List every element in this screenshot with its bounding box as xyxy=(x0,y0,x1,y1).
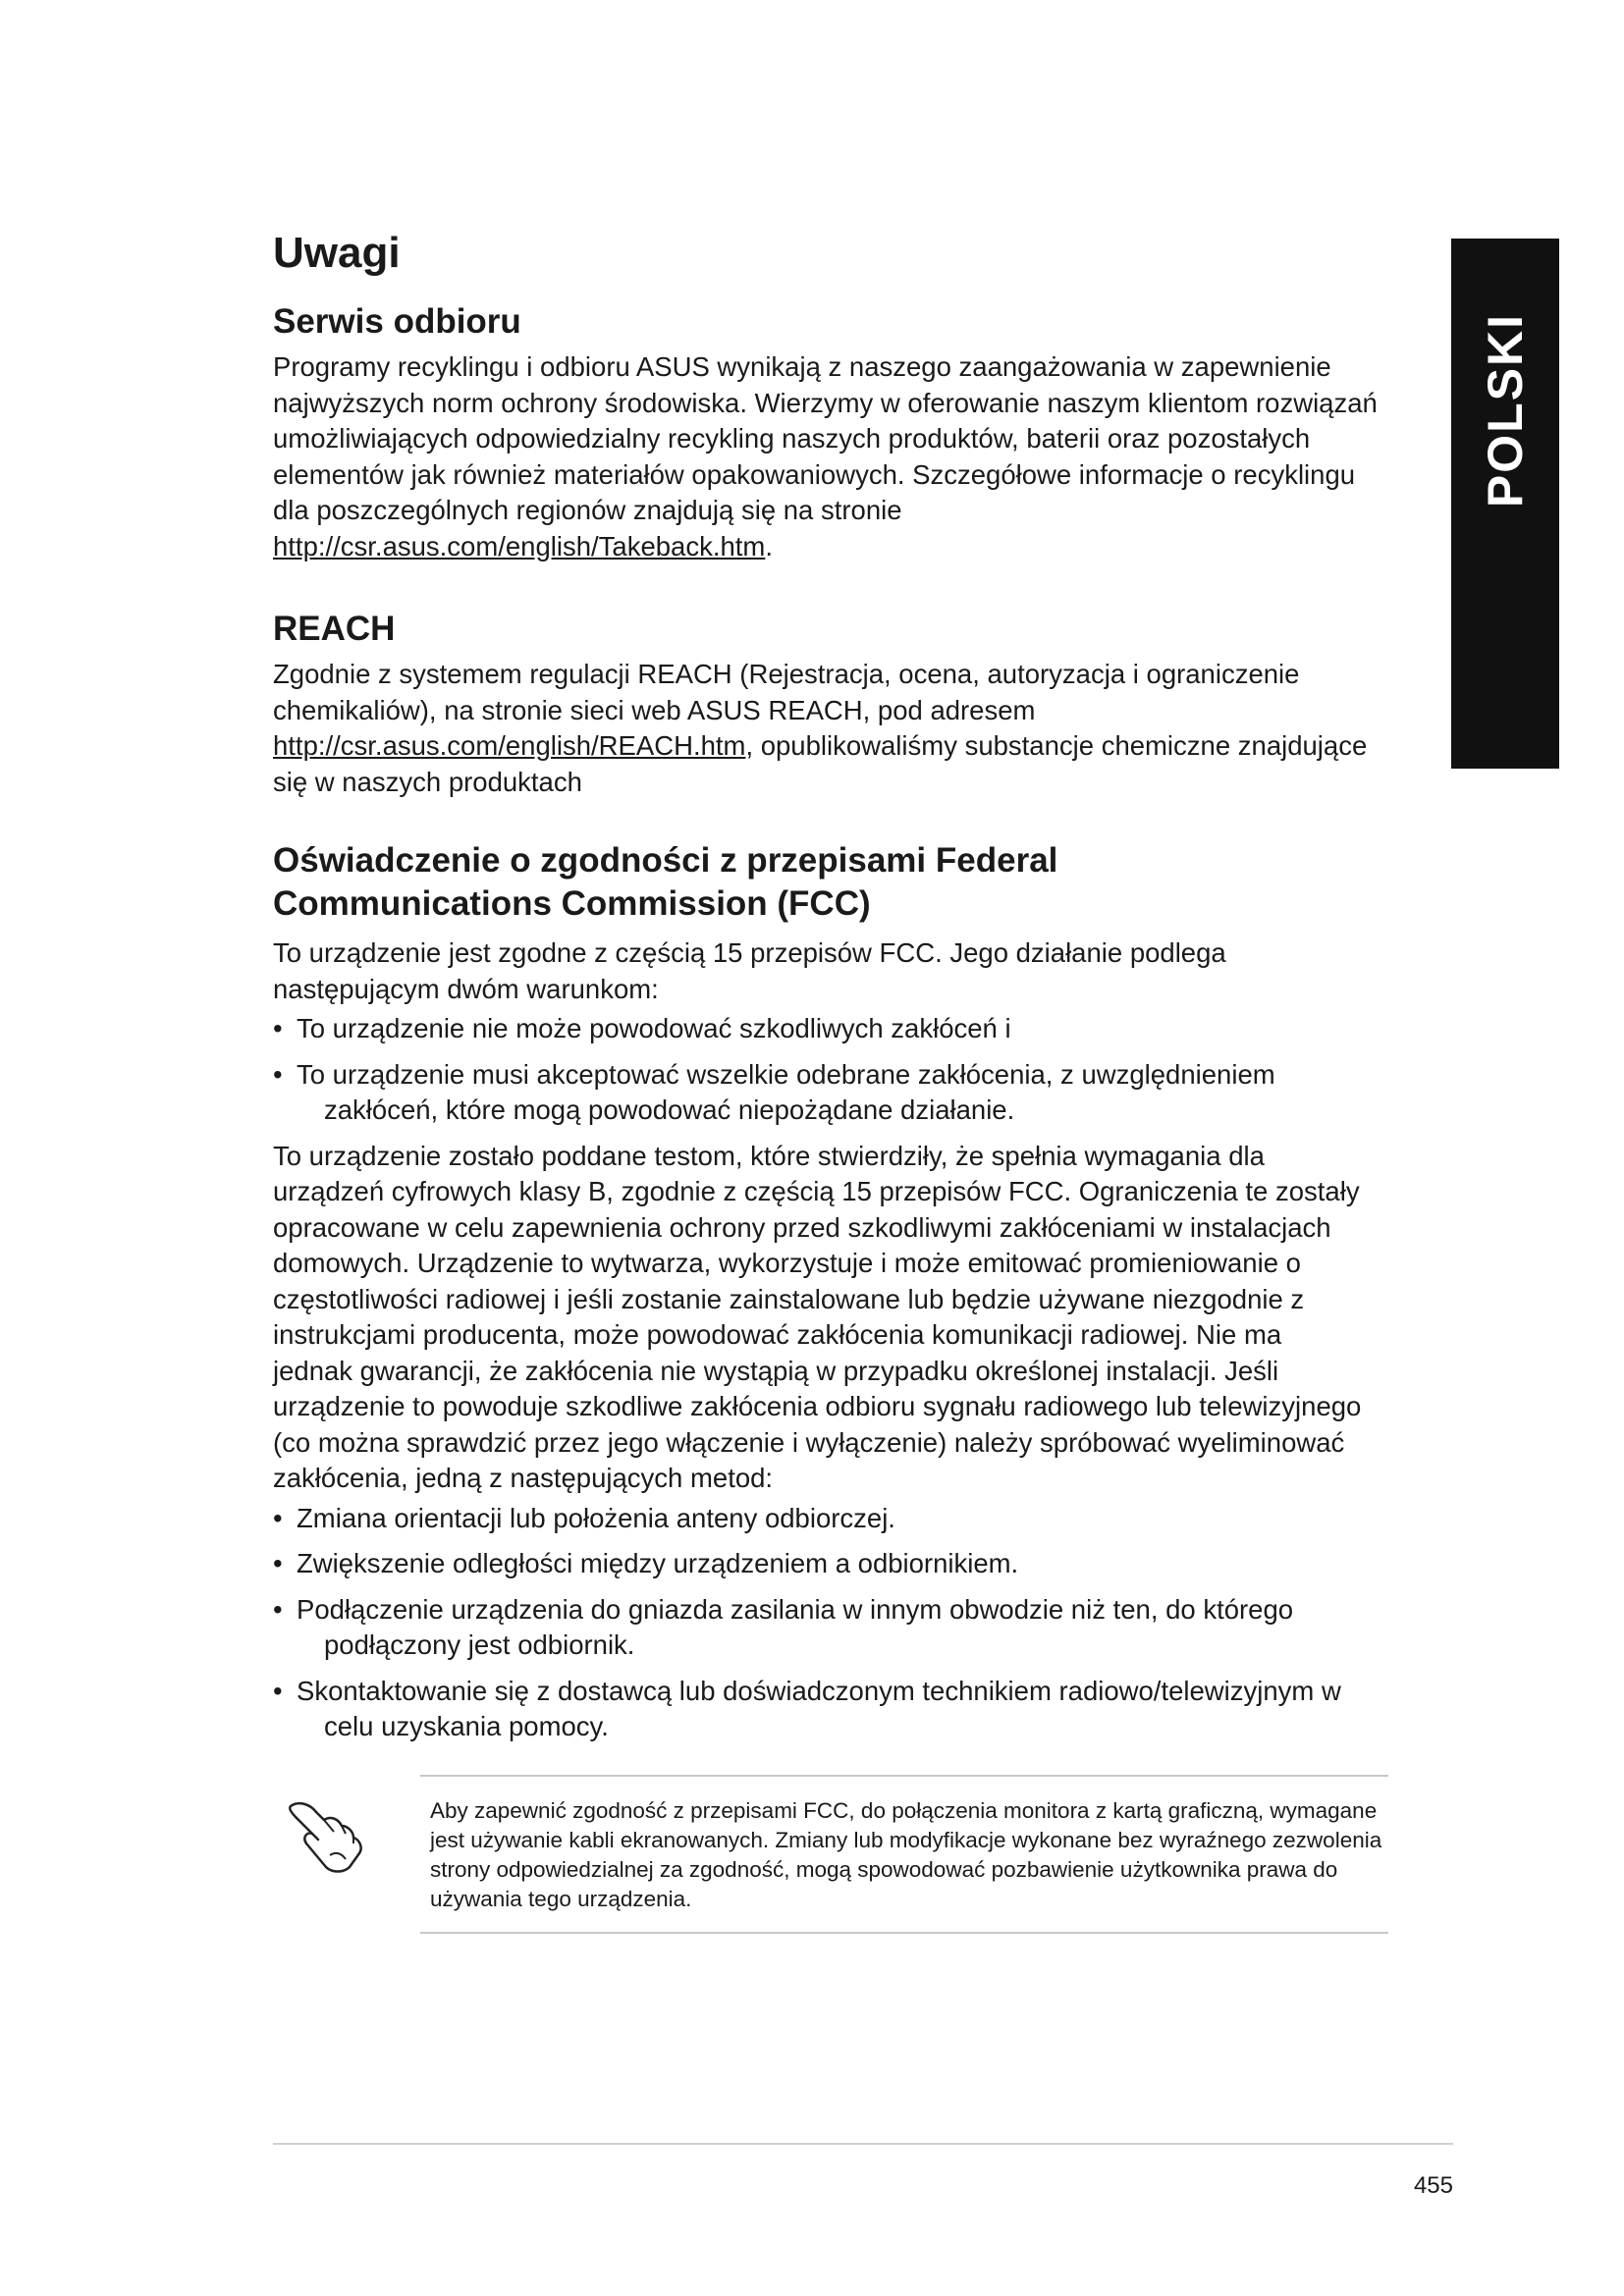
reach-link[interactable]: http://csr.asus.com/english/REACH.htm xyxy=(273,730,746,761)
reach-text-end: , opublikowaliśmy substancje chemiczne znajdujące się w naszych produktach xyxy=(273,730,1368,797)
bullet-icon: • xyxy=(273,1058,283,1090)
reach-paragraph xyxy=(273,657,1382,800)
list-item xyxy=(273,1592,1382,1664)
section-reach xyxy=(273,608,1382,800)
fcc-methods-list xyxy=(273,1501,1382,1745)
list-item-text-continued: celu uzyskania pomocy. xyxy=(324,1711,609,1741)
list-item-text: To urządzenie nie może powodować szkodliwych zakłóceń i xyxy=(297,1013,1011,1043)
takeback-text: Programy recyklingu i odbioru ASUS wynikają z naszego zaangażowania w zapewnienie najwyższych norm ochrony środowiska. Wierzymy w oferowanie naszym klientom rozwiązań umożliwiających odpowiedzialny recykling naszych produktów, baterii oraz pozostałych elementów jak również materiałów opakowaniowych. Szczegółowe informacje o recyklingu dla poszczególnych regionów znajdują się na stronie xyxy=(273,351,1378,525)
bullet-icon: • xyxy=(273,1675,283,1706)
list-item-text: Podłączenie urządzenia do gniazda zasilania w innym obwodzie niż ten, do którego xyxy=(297,1593,1294,1625)
list-item xyxy=(273,1011,1382,1047)
hand-pointer-icon xyxy=(285,1796,373,1875)
fcc-body: To urządzenie zostało poddane testom, które stwierdziły, że spełnia wymagania dla urządzeń cyfrowych klasy B, zgodnie z częścią 15 przepisów FCC. Ograniczenia te zostały opracowane w celu zapewnienia ochrony przed szkodliwymi zakłóceniami w instalacjach domowych. Urządzenie to wytwarza, wykorzystuje i może emitować promieniowanie o częstotliwości radiowej i jeśli zostanie zainstalowane lub będzie używane niezgodnie z instrukcjami producenta, może powodować zakłócenia komunikacji radiowej. Nie ma jednak gwarancji, że zakłócenia nie wystąpią w przypadku określonej instalacji. Jeśli urządzenie to powoduje szkodliwe zakłócenia odbioru sygnału radiowego lub telewizyjnego (co można sprawdzić przez jego włączenie i wyłączenie) należy spróbować wyeliminować zakłócenia, jedną z następujących metod: xyxy=(273,1140,1362,1493)
note-box xyxy=(420,1775,1388,1934)
note-text: Aby zapewnić zgodność z przepisami FCC, do połączenia monitora z kartą graficzną, wymagane jest używanie kabli ekranowanych. Zmiany lub modyfikacje wykonane bez wyraźnego zezwolenia strony odpowiedzialnej za zgodność, mogą spowodować pozbawienie użytkownika prawa do używania tego urządzenia. xyxy=(430,1798,1382,1911)
bullet-icon: • xyxy=(273,1548,283,1578)
takeback-text-end: . xyxy=(765,530,773,561)
bullet-icon: • xyxy=(273,1593,283,1625)
page-title: Uwagi xyxy=(273,229,401,277)
section-fcc xyxy=(273,839,1382,1745)
section-heading-fcc: Oświadczenie o zgodności z przepisami Federal Communications Commission (FCC) xyxy=(273,841,1058,923)
list-item xyxy=(273,1674,1382,1745)
list-item xyxy=(273,1501,1382,1537)
list-item-text: Zwiększenie odległości między urządzeniem a odbiornikiem. xyxy=(297,1548,1019,1578)
fcc-intro: To urządzenie jest zgodne z częścią 15 przepisów FCC. Jego działanie podlega następującym dwóm warunkom: xyxy=(273,937,1226,1004)
takeback-link[interactable]: http://csr.asus.com/english/Takeback.htm xyxy=(273,530,766,561)
list-item-text: Zmiana orientacji lub położenia anteny odbiorczej. xyxy=(297,1502,895,1533)
list-item-text-continued: podłączony jest odbiornik. xyxy=(324,1629,635,1660)
language-side-tab xyxy=(1451,239,1559,769)
list-item-text: To urządzenie musi akceptować wszelkie odebrane zakłócenia, z uwzględnieniem xyxy=(297,1058,1275,1090)
section-heading-takeback: Serwis odbioru xyxy=(273,302,521,341)
section-takeback xyxy=(273,300,1382,564)
list-item xyxy=(273,1546,1382,1582)
list-item xyxy=(273,1057,1382,1129)
fcc-conditions-list xyxy=(273,1011,1382,1129)
main-content xyxy=(273,228,1382,1789)
language-tab-label: POLSKI xyxy=(1478,312,1533,508)
footer-divider xyxy=(273,2143,1453,2145)
list-item-text: Skontaktowanie się z dostawcą lub doświadczonym technikiem radiowo/telewizyjnym w xyxy=(297,1675,1341,1706)
bullet-icon: • xyxy=(273,1013,283,1043)
bullet-icon: • xyxy=(273,1502,283,1533)
section-heading-reach: REACH xyxy=(273,610,396,648)
takeback-paragraph xyxy=(273,349,1382,564)
page-number: 455 xyxy=(1413,2172,1453,2199)
list-item-text-continued: zakłóceń, które mogą powodować niepożądane działanie. xyxy=(324,1095,1015,1125)
reach-text: Zgodnie z systemem regulacji REACH (Rejestracja, ocena, autoryzacja i ograniczenie chemikaliów), na stronie sieci web ASUS REACH, pod adresem xyxy=(273,659,1300,725)
